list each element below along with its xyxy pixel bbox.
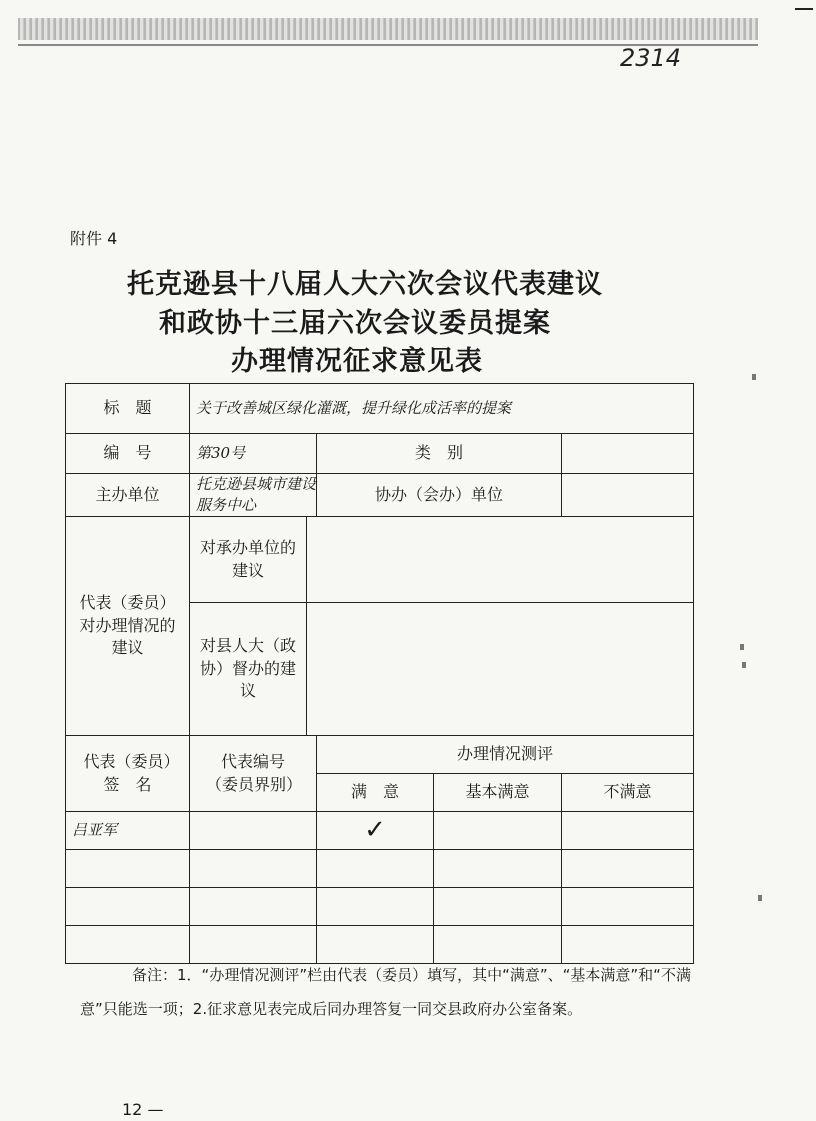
number-label: 编 号	[66, 434, 190, 474]
satisfied-cell[interactable]	[317, 850, 434, 888]
co-unit-value[interactable]	[562, 474, 694, 517]
title-line-1: 托克逊县十八届人大六次会议代表建议	[127, 269, 603, 300]
to-supervisor-value[interactable]	[307, 603, 694, 736]
footnote: 备注：1．“办理情况测评”栏由代表（委员）填写，其中“满意”、“基本满意”和“不满意”只能选一项；2.征求意见表完成后同办理答复一同交县政府办公室备案。	[80, 966, 691, 1018]
page-number: 12 —	[122, 1100, 164, 1119]
co-unit-label: 协办（会办）单位	[317, 474, 562, 517]
id-cell[interactable]	[190, 888, 317, 926]
number-value[interactable]: 第30号	[190, 434, 317, 474]
title-label: 标 题	[66, 384, 190, 434]
category-label: 类 别	[317, 434, 562, 474]
scan-speck	[740, 644, 744, 650]
handwritten-doc-number: 2314	[620, 44, 682, 72]
eval-option-satisfied: 满 意	[317, 774, 434, 812]
basic-cell[interactable]	[434, 850, 562, 888]
basic-cell[interactable]	[434, 812, 562, 850]
satisfied-cell[interactable]	[317, 888, 434, 926]
to-unit-value[interactable]	[307, 517, 694, 603]
eval-option-basic: 基本满意	[434, 774, 562, 812]
eval-option-unsatisfied: 不满意	[562, 774, 694, 812]
signature-cell[interactable]	[66, 850, 190, 888]
unsatisfied-cell[interactable]	[562, 850, 694, 888]
host-unit-value[interactable]: 托克逊县城市建设服务中心	[190, 474, 317, 517]
table-row	[66, 812, 694, 850]
attachment-label: 附件 4	[70, 229, 118, 248]
eval-label: 办理情况测评	[317, 736, 694, 774]
title-line-3: 办理情况征求意见表	[231, 346, 483, 377]
host-unit-label: 主办单位	[66, 474, 190, 517]
scan-artifact	[18, 18, 758, 40]
scan-speck	[758, 895, 762, 901]
title-value[interactable]: 关于改善城区绿化灌溉，提升绿化成活率的提案	[190, 384, 694, 434]
basic-cell[interactable]	[434, 888, 562, 926]
to-unit-label: 对承办单位的建议	[190, 517, 307, 603]
scan-mark	[795, 8, 813, 10]
title-line-2: 和政协十三届六次会议委员提案	[159, 308, 551, 339]
to-supervisor-label: 对县人大（政协）督办的建议	[190, 603, 307, 736]
scan-speck	[742, 662, 746, 668]
opinion-form-table	[65, 383, 694, 964]
table-row	[66, 888, 694, 926]
id-label: 代表编号（委员界别）	[190, 736, 317, 812]
suggestion-group-label: 代表（委员）对办理情况的建议	[66, 517, 190, 736]
category-value[interactable]	[562, 434, 694, 474]
signature-cell[interactable]	[66, 888, 190, 926]
unsatisfied-cell[interactable]	[562, 888, 694, 926]
scan-speck	[752, 374, 756, 380]
signature-cell[interactable]: 吕亚军	[66, 812, 190, 850]
id-cell[interactable]	[190, 812, 317, 850]
unsatisfied-cell[interactable]	[562, 812, 694, 850]
id-cell[interactable]	[190, 850, 317, 888]
table-row	[66, 850, 694, 888]
sign-label: 代表（委员）签 名	[66, 736, 190, 812]
check-mark-icon[interactable]: ✓	[317, 812, 434, 850]
